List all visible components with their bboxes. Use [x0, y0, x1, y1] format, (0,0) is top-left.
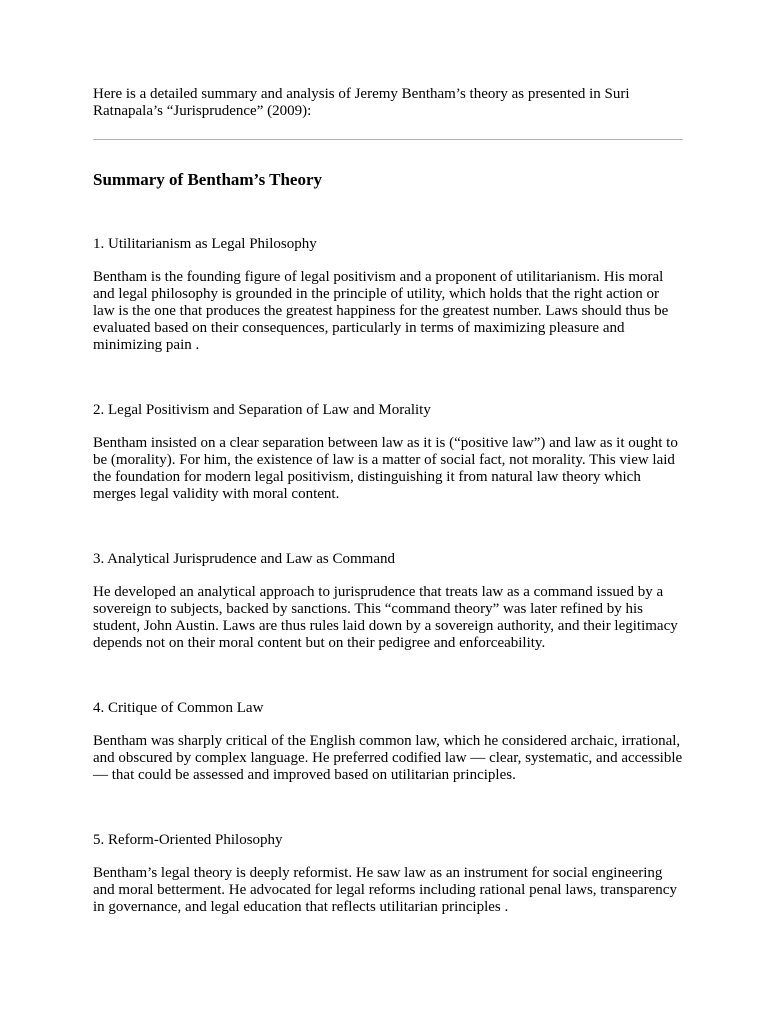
section-title: 3. Analytical Jurisprudence and Law as Command — [93, 551, 396, 567]
section-title: 5. Reform-Oriented Philosophy — [93, 832, 283, 848]
section-critique-common-law — [93, 700, 683, 784]
intro-paragraph: Here is a detailed summary and analysis of Jeremy Bentham’s theory as presented in Suri Ratnapala’s “Jurisprudence” (2009): — [93, 86, 630, 119]
summary-heading: Summary of Bentham’s Theory — [93, 170, 323, 189]
section-title: 2. Legal Positivism and Separation of Law and Morality — [93, 402, 431, 418]
section-title: 4. Critique of Common Law — [93, 700, 264, 716]
section-body: He developed an analytical approach to jurisprudence that treats law as a command issued by a sovereign to subjects, backed by sanctions. This “command theory” was later refined by his student, John Austin. Laws are thus rules laid down by a sovereign authority, and their legitimacy depends not on their moral content but on their pedigree and enforceability. — [93, 584, 678, 651]
section-body: Bentham was sharply critical of the English common law, which he considered archaic, irrational, and obscured by complex language. He preferred codified law — clear, systematic, and accessible — that could be assessed and improved based on utilitarian principles. — [93, 733, 683, 783]
section-reform-philosophy — [93, 832, 683, 916]
document-page — [93, 86, 683, 916]
section-title: 1. Utilitarianism as Legal Philosophy — [93, 236, 317, 252]
section-analytical-jurisprudence — [93, 551, 683, 652]
section-body: Bentham’s legal theory is deeply reformist. He saw law as an instrument for social engineering and moral betterment. He advocated for legal reforms including rational penal laws, transparency in governance, and legal education that reflects utilitarian principles . — [93, 865, 677, 915]
section-utilitarianism — [93, 236, 683, 354]
section-body: Bentham is the founding figure of legal positivism and a proponent of utilitarianism. His moral and legal philosophy is grounded in the principle of utility, which holds that the right action or law is the one that produces the greatest happiness for the greatest number. Laws should thus be evaluated based on their consequences, particularly in terms of maximizing pleasure and minimizing pain . — [93, 269, 669, 353]
section-body: Bentham insisted on a clear separation between law as it is (“positive law”) and law as it ought to be (morality). For him, the existence of law is a matter of social fact, not morality. This view laid the foundation for modern legal positivism, distinguishing it from natural law theory which merges legal validity with moral content. — [93, 435, 678, 502]
section-legal-positivism — [93, 402, 683, 503]
horizontal-divider — [93, 139, 683, 140]
